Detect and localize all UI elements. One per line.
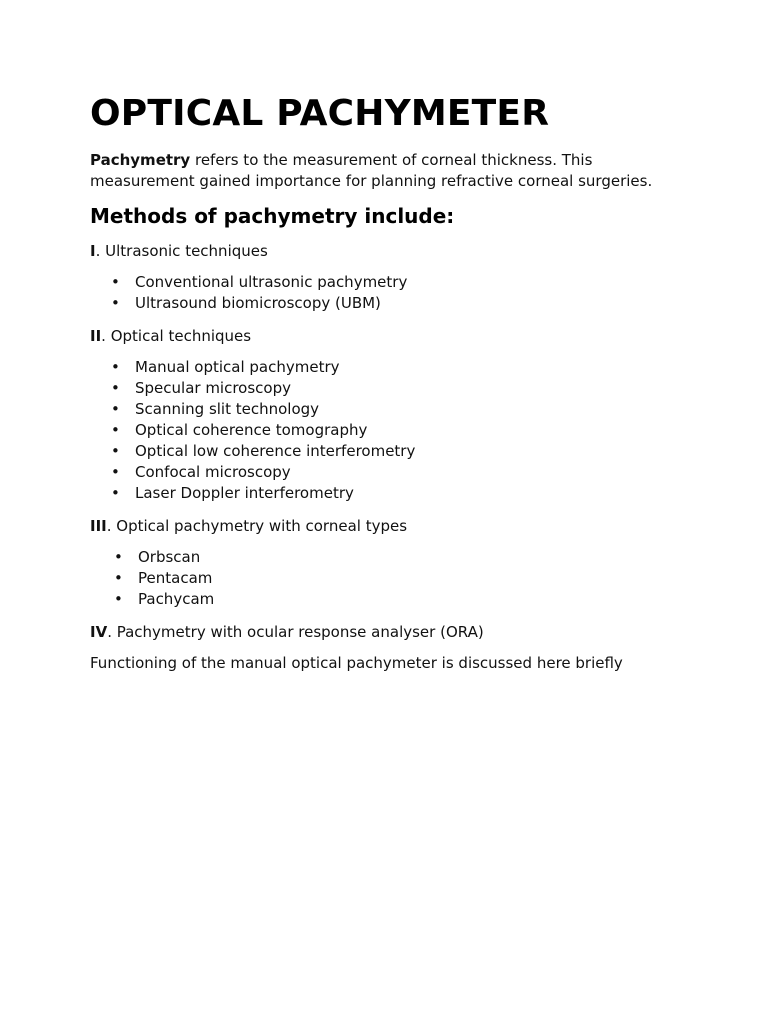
intro-paragraph: [90, 150, 690, 192]
list-item: [90, 441, 690, 462]
section-label: . Pachymetry with ocular response analyser (ORA): [107, 623, 484, 641]
bullet-icon: •: [111, 463, 120, 481]
list-item: [90, 483, 690, 504]
bullet-icon: •: [111, 484, 120, 502]
bullet-icon: •: [111, 442, 120, 460]
list-item-text: Optical low coherence interferometry: [135, 442, 416, 460]
bullet-icon: •: [114, 590, 123, 608]
section-heading-1: [90, 241, 690, 262]
list-item-text: Optical coherence tomography: [135, 421, 368, 439]
section-numeral: III: [90, 517, 107, 535]
list-item-text: Ultrasound biomicroscopy (UBM): [135, 294, 381, 312]
list-item: [90, 420, 690, 441]
bullet-list-2: [90, 357, 690, 504]
section-numeral: IV: [90, 623, 108, 641]
bullet-list-3: [90, 547, 690, 610]
list-item-text: Specular microscopy: [135, 379, 291, 397]
section-numeral: II: [90, 327, 102, 345]
list-item: [90, 547, 690, 568]
bullet-icon: •: [114, 548, 123, 566]
list-item-text: Confocal microscopy: [135, 463, 291, 481]
intro-term: Pachymetry: [90, 151, 191, 169]
methods-heading: Methods of pachymetry include:: [90, 204, 455, 228]
list-item: [90, 272, 690, 293]
list-item-text: Conventional ultrasonic pachymetry: [135, 273, 408, 291]
list-item: [90, 462, 690, 483]
list-item: [90, 589, 690, 610]
list-item: [90, 378, 690, 399]
section-label: . Optical pachymetry with corneal types: [106, 517, 408, 535]
section-numeral: I: [90, 242, 96, 260]
list-item: [90, 399, 690, 420]
list-item-text: Orbscan: [138, 548, 201, 566]
list-item: [90, 293, 690, 314]
intro-text: refers to the measurement of corneal thickness. This measurement gained importance for planning refractive corneal surgeries.: [90, 151, 653, 190]
bullet-icon: •: [111, 400, 120, 418]
section-heading-3: [90, 516, 690, 537]
section-label: . Optical techniques: [101, 327, 252, 345]
list-item-text: Laser Doppler interferometry: [135, 484, 354, 502]
bullet-icon: •: [111, 421, 120, 439]
bullet-icon: •: [111, 358, 120, 376]
bullet-list-1: [90, 272, 690, 314]
page-title: OPTICAL PACHYMETER: [90, 93, 550, 134]
list-item-text: Pachycam: [138, 590, 215, 608]
bullet-icon: •: [111, 379, 120, 397]
list-item-text: Manual optical pachymetry: [135, 358, 340, 376]
bullet-icon: •: [111, 294, 120, 312]
document-page: [90, 92, 690, 674]
list-item: [90, 568, 690, 589]
section-label: . Ultrasonic techniques: [95, 242, 268, 260]
closing-paragraph: Functioning of the manual optical pachymeter is discussed here briefly: [90, 654, 623, 672]
bullet-icon: •: [111, 273, 120, 291]
bullet-icon: •: [114, 569, 123, 587]
list-item: [90, 357, 690, 378]
list-item-text: Pentacam: [138, 569, 213, 587]
section-heading-2: [90, 326, 690, 347]
section-heading-4: [90, 622, 690, 643]
list-item-text: Scanning slit technology: [135, 400, 320, 418]
